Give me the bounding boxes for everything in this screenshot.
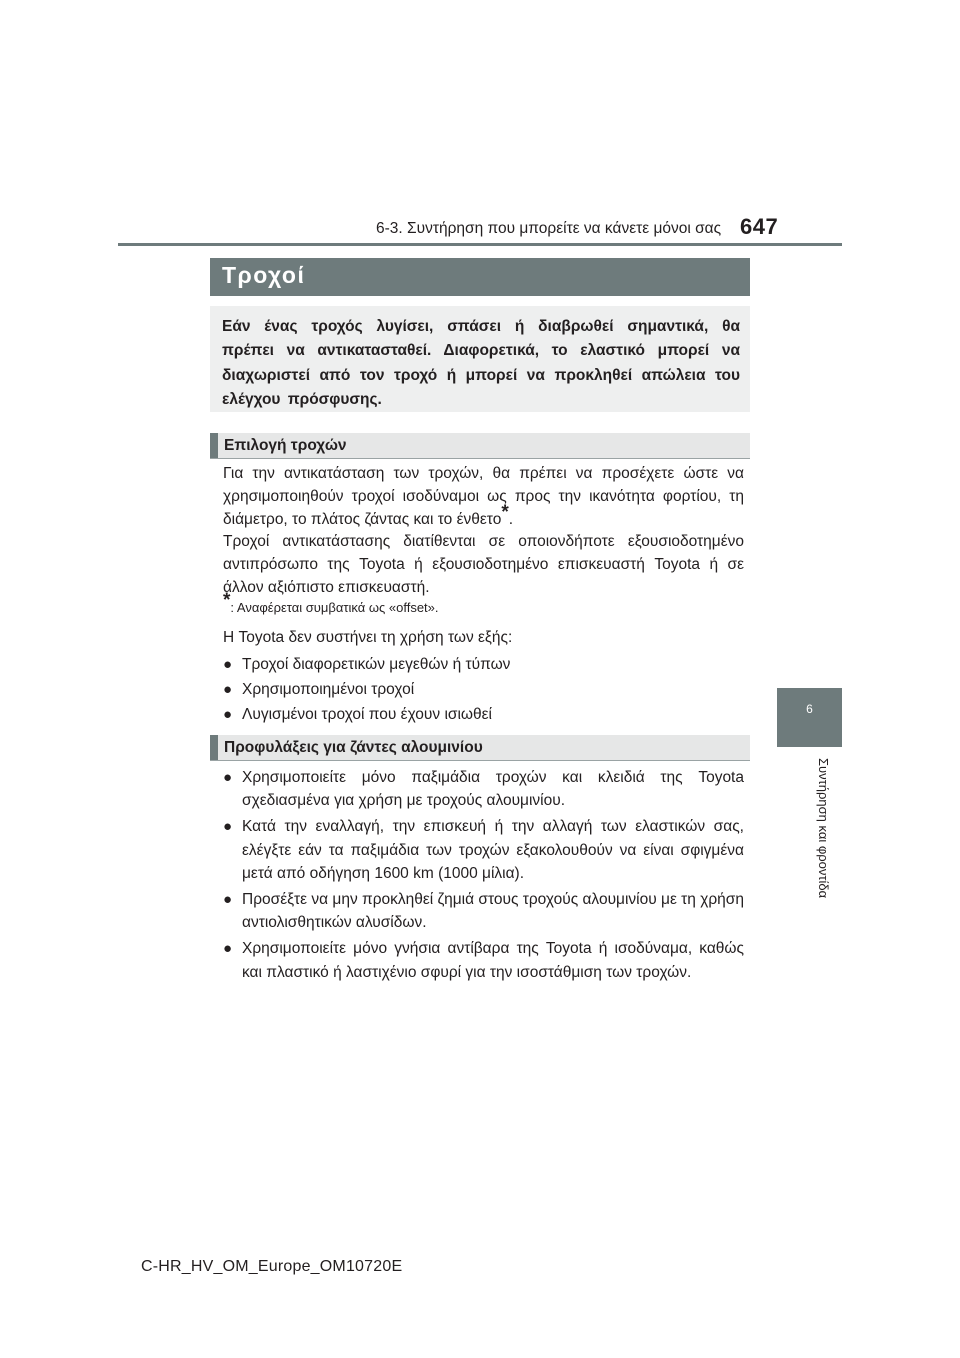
list-item-text: Χρησιμοποιείτε μόνο γνήσια αντίβαρα της Toyota ή ισοδύναμα, καθώς και πλαστικό ή λαστιχένιο σφυρί για την ισοστάθμιση των τροχών. <box>242 940 744 981</box>
not-recommended-intro: Η Toyota δεν συστήνει τη χρήση των εξής: <box>223 629 513 646</box>
alloy-precautions-heading: Προφυλάξεις για ζάντες αλουμινίου <box>224 739 483 756</box>
list-item-text: Χρησιμοποιείτε μόνο παξιμάδια τροχών και κλειδιά της Toyota σχεδιασμένα για χρήση με τροχούς αλουμινίου. <box>242 769 744 810</box>
bullet-icon: ● <box>223 769 233 786</box>
paragraph-1-text: Για την αντικατάσταση των τροχών, θα πρέπει να προσέχετε ώστε να χρησιμοποιηθούν τροχοί ισοδύναμοι ως προς την ικανότητα φορτίου, τη διάμετρο, το πλάτος ζάντας και το ένθετο <box>223 465 744 528</box>
intro-text: Εάν ένας τροχός λυγίσει, σπάσει ή διαβρωθεί σημαντικά, θα πρέπει να αντικατασταθεί. Διαφορετικά, το ελαστικό μπορεί να διαχωριστεί από τον τροχό ή μπορεί να προκληθεί απώλεια του ελέγχου πρόσφυσης. <box>222 318 740 408</box>
list-item <box>223 653 744 678</box>
page-title: Τροχοί <box>222 262 306 288</box>
bullet-icon: ● <box>223 681 233 698</box>
list-item <box>223 888 744 934</box>
list-item <box>223 678 744 703</box>
bullet-icon: ● <box>223 656 233 673</box>
bullet-icon: ● <box>223 891 233 909</box>
wheel-selection-paragraph-2: Τροχοί αντικατάστασης διατίθενται σε οποιονδήποτε εξουσιοδοτημένο αντιπρόσωπο της Toyota ή εξουσιοδοτημένο επισκευαστή Toyota ή σε άλλον αξιόπιστο επισκευαστή. <box>223 533 744 596</box>
list-item-text: Τροχοί διαφορετικών μεγεθών ή τύπων <box>242 656 511 673</box>
list-item <box>223 937 744 983</box>
footnote <box>223 590 439 615</box>
list-item <box>223 766 744 812</box>
chapter-number: 6 <box>806 702 813 716</box>
wheel-selection-heading: Επιλογή τροχών <box>224 437 347 454</box>
bullet-icon: ● <box>223 940 233 958</box>
chapter-label: Συντήρηση και φροντίδα <box>816 758 831 899</box>
chapter-tab <box>777 688 842 747</box>
bullet-icon: ● <box>223 706 233 723</box>
not-recommended-list <box>223 653 744 728</box>
alloy-precautions-list <box>223 766 744 984</box>
list-item-text: Κατά την εναλλαγή, την επισκευή ή την αλλαγή των ελαστικών σας, ελέγξτε εάν τα παξιμάδια των τροχών εξακολουθούν να είναι σφιγμένα μετά από οδήγηση 1600 km (1000 μίλια). <box>242 818 744 882</box>
header-rule <box>118 243 842 246</box>
running-header-section: 6-3. Συντήρηση που μπορείτε να κάνετε μόνοι σας <box>376 220 722 237</box>
heading-marker <box>210 735 218 760</box>
page-number: 647 <box>740 214 779 239</box>
list-item-text: Λυγισμένοι τροχοί που έχουν ισιωθεί <box>242 706 492 723</box>
list-item <box>223 815 744 885</box>
list-item-text: Προσέξτε να μην προκληθεί ζημιά στους τροχούς αλουμινίου με τη χρήση αντιολισθητικών αλυσίδων. <box>242 891 744 932</box>
list-item <box>223 703 744 728</box>
footnote-text: : Αναφέρεται συμβατικά ως «offset». <box>230 600 439 615</box>
document-code: C-HR_HV_OM_Europe_OM10720E <box>141 1258 403 1275</box>
heading-marker <box>210 433 218 458</box>
list-item-text: Χρησιμοποιημένοι τροχοί <box>242 681 415 698</box>
wheel-selection-paragraph-1 <box>223 463 744 531</box>
paragraph-1-end: . <box>508 510 514 528</box>
asterisk-mark: * <box>501 501 509 523</box>
footnote-asterisk: * <box>223 590 231 611</box>
bullet-icon: ● <box>223 818 233 836</box>
